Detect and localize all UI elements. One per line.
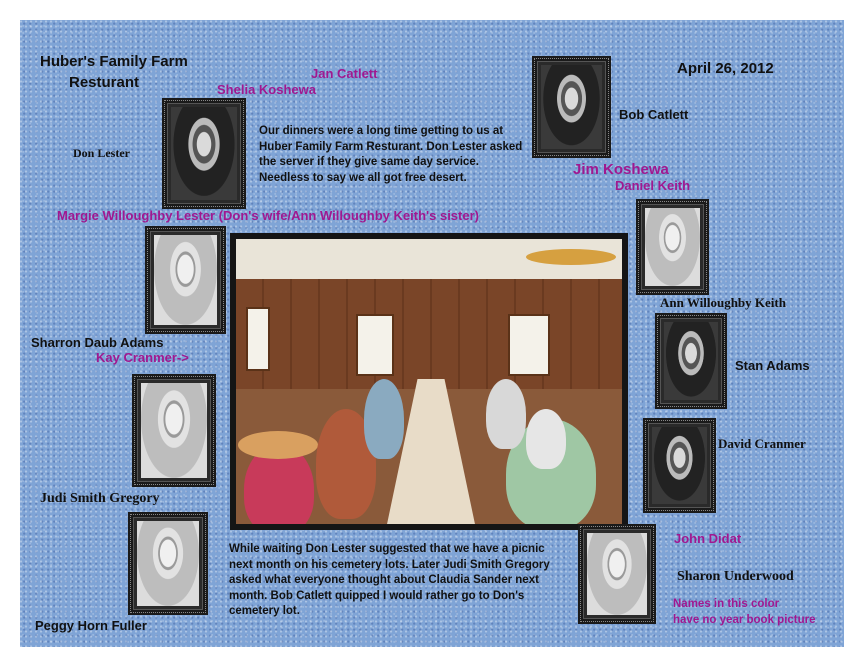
name-daniel-keith: Daniel Keith <box>615 178 691 193</box>
name-shelia-koshewa: Shelia Koshewa <box>217 82 316 97</box>
photo-don-lester <box>162 98 246 209</box>
name-jim-koshewa: Jim Koshewa <box>573 161 669 178</box>
photo-david-cranmer <box>643 418 716 513</box>
name-judi-smith-gregory: Judi Smith Gregory <box>40 491 160 506</box>
story-top: Our dinners were a long time getting to us at Huber Family Farm Resturant. Don Lester asked the server if they give same day service. Needless to say we all got free desert. <box>259 125 523 184</box>
photo-sharon-underwood <box>578 524 656 624</box>
photo-stan-adams <box>655 313 727 409</box>
name-kay-cranmer: Kay Cranmer-> <box>96 350 189 365</box>
photo-bob-catlett <box>532 56 611 158</box>
name-stan-adams: Stan Adams <box>735 358 810 373</box>
name-peggy-horn-fuller: Peggy Horn Fuller <box>35 618 147 633</box>
name-margie-willoughby-lester: Margie Willoughby Lester (Don's wife/Ann Willoughby Keith's sister) <box>57 208 479 223</box>
name-john-didat: John Didat <box>674 531 742 546</box>
legend-line1: Names in this color <box>673 598 780 610</box>
photo-peggy-horn-fuller <box>128 512 208 615</box>
page-title-line1: Huber's Family Farm <box>40 53 188 70</box>
name-jan-catlett: Jan Catlett <box>311 66 378 81</box>
photo-sharron-daub-adams <box>145 226 226 334</box>
legend-line2: have no year book picture <box>673 614 816 626</box>
story-bottom: While waiting Don Lester suggested that we have a picnic next month on his cemetery lots. Later Judi Smith Gregory asked what everyone thought about Claudia Sander next month. Bob Catlett quipped I would rather go to Don's cemetery lot. <box>229 543 550 617</box>
name-sharron-daub-adams: Sharron Daub Adams <box>31 335 164 350</box>
name-don-lester: Don Lester <box>73 146 130 160</box>
name-david-cranmer: David Cranmer <box>718 436 806 451</box>
name-bob-catlett: Bob Catlett <box>619 107 689 122</box>
date-label: April 26, 2012 <box>677 60 774 77</box>
name-sharon-underwood: Sharon Underwood <box>677 569 794 584</box>
photo-judi-smith-gregory <box>132 374 216 487</box>
name-ann-willoughby-keith: Ann Willoughby Keith <box>660 295 786 310</box>
group-dinner-photo <box>230 233 628 530</box>
photo-ann-willoughby-keith <box>636 199 709 295</box>
page-title-line2: Resturant <box>69 74 140 91</box>
